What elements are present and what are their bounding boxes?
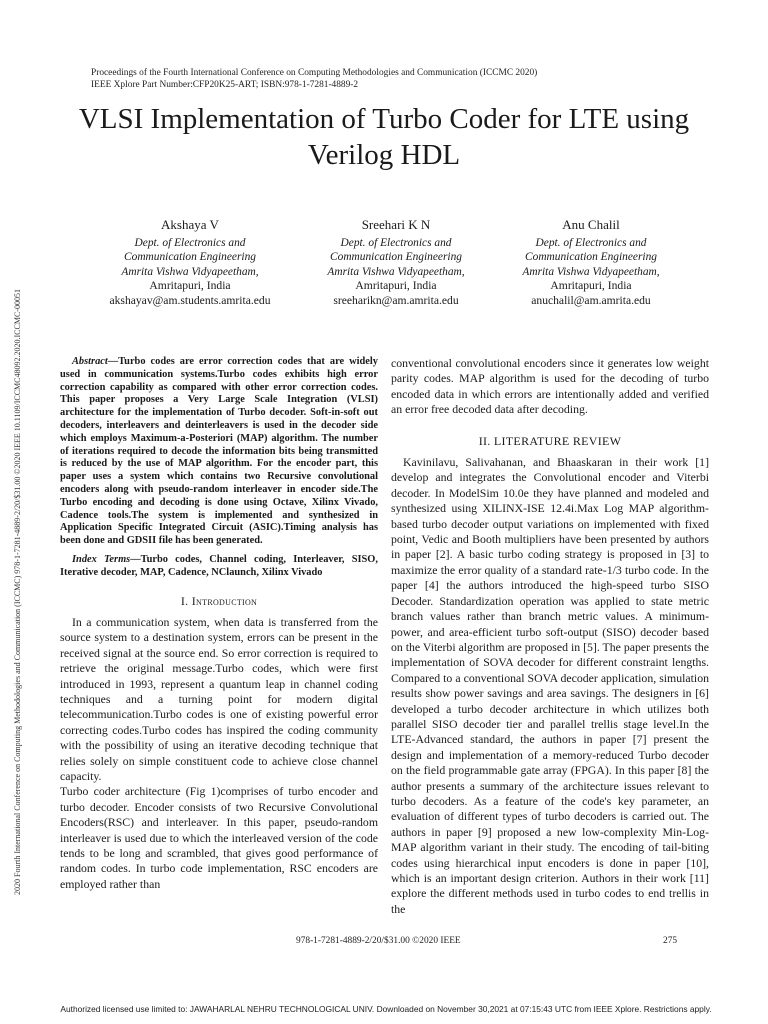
intro-paragraph-1: In a communication system, when data is transferred from the source system to a destination system, errors can be present in the received signal at the source end. So error correction is required to retrieve the original message.Turbo codes, which were first introduced in 1993, represent a quantum leap in channel coding techniques and a turning point for modern digital telecommunication.Turbo codes is one of existing powerful error correcting codes.Turbo codes has inspired the coding community with the possibility of using an iterative decoding technique that relies solely on simple constituent code to achieve close channel capacity.: [60, 614, 378, 784]
index-terms-text: —Turbo codes, Channel coding, Interleaver, SISO, Iterative decoder, MAP, Cadence, NClaunch, Xilinx Vivado: [60, 553, 378, 578]
section-heading-literature-review: II. LITERATURE REVIEW: [478, 433, 622, 448]
authorized-use-note: Authorized licensed use limited to: JAWAHARLAL NEHRU TECHNOLOGICAL UNIV. Downloaded on November 30,2021 at 07:15:43 UTC from IEEE Xplore. Restrictions apply.: [60, 1004, 712, 1014]
section-title: Introduction: [191, 593, 258, 608]
intro-continuation: conventional convolutional encoders since it generates low weight parity codes. MAP algorithm is used for the decoding of turbo encoded data in which errors are intentionally added and verified an error free decoded data after decoding.: [391, 356, 709, 417]
author-institution: Amrita Vishwa Vidyapeetham,: [121, 265, 259, 278]
author-city: Amritapuri, India: [149, 279, 231, 292]
author-email[interactable]: akshayav@am.students.amrita.edu: [109, 293, 271, 307]
author-institution: Amrita Vishwa Vidyapeetham,: [327, 265, 465, 278]
conference-header-line1: Proceedings of the Fourth International Conference on Computing Methodologies and Communication (ICCMC 2020): [91, 68, 538, 78]
intro-paragraph-2: Turbo coder architecture (Fig 1)comprises of turbo encoder and turbo decoder. Encoder consists of two Recursive Convolutional Encoders(RSC) and interleaver. In this paper, pseudo-random interleaver is used due to which the interleaved version of the code tends to be long and scrambled, that gives good performance of random codes. In turbo code implementation, RSC encoders are employed rather than: [60, 784, 378, 891]
author-city: Amritapuri, India: [550, 279, 632, 292]
author-email[interactable]: sreeharikn@am.amrita.edu: [333, 293, 459, 307]
footer-isbn: 978-1-7281-4889-2/20/$31.00 ©2020 IEEE: [296, 936, 461, 946]
author-3: [476, 218, 706, 308]
left-column: [60, 356, 378, 892]
author-dept: Dept. of Electronics and: [535, 236, 647, 249]
index-terms: [60, 554, 378, 580]
author-name: Anu Chalil: [562, 217, 620, 232]
author-dept2: Communication Engineering: [525, 251, 657, 263]
author-name: Sreehari K N: [361, 217, 431, 232]
author-email[interactable]: anuchalil@am.amrita.edu: [531, 293, 651, 307]
author-name: Akshaya V: [161, 217, 219, 232]
conference-header-line2: IEEE Xplore Part Number:CFP20K25-ART; ISBN:978-1-7281-4889-2: [91, 79, 359, 90]
paper-title: VLSI Implementation of Turbo Coder for LTE using Verilog HDL: [78, 103, 690, 171]
author-institution: Amrita Vishwa Vidyapeetham,: [522, 265, 660, 278]
author-dept: Dept. of Electronics and: [340, 236, 452, 249]
abstract-text: —Turbo codes are error correction codes that are widely used in communication systems.Turbo codes exhibits high error correction capability as compared with other error correction codes. This paper proposes a Very Large Scale Integration (VLSI) architecture for the implementation of Turbo decoder. Soft-in-soft out decoders, interleavers and deinterleavers is used in the decoder side which employs Maximum-a-Posteriori (MAP) algorithm. The number of iterations required to decode the information bits being transmitted is reduced by the use of MAP algorithm. For the encoder part, this paper uses a system which contains two Recursive convolutional encoders along with pseudo-random interleaver in encoder side.The Turbo encoding and decoding is done using Octave, Xilinx Vivado, Cadence tools.The system is implemented and synthesized in Application Specific Integrated Circuit (ASIC).Timing analysis has been done and GDSII file has been generated.: [60, 356, 378, 547]
author-dept: Dept. of Electronics and: [134, 236, 246, 249]
author-city: Amritapuri, India: [355, 279, 437, 292]
author-dept2: Communication Engineering: [330, 251, 462, 263]
page-number: 275: [663, 936, 678, 946]
index-terms-label: Index Terms: [72, 553, 131, 565]
abstract-label: Abstract: [72, 356, 108, 367]
author-dept2: Communication Engineering: [124, 251, 256, 263]
side-doi-stamp: 2020 Fourth International Conference on Computing Methodologies and Communication (ICCMC) 978-1-7281-4889-2/20/$31.00 ©2020 IEEE 10.1109/ICCMC48092.2020.ICCMC-00051: [13, 289, 22, 895]
section-heading-introduction: [60, 594, 378, 609]
literature-paragraph: Kavinilavu, Salivahanan, and Bhaaskaran in their work [1] develop and integrates the Convolutional encoder and Viterbi decoder. In ModelSim 10.0e they have planned and modeled and synthesized using XILINX-ISE 12.4i.Max Log MAP algorithm-based turbo decoder output variations on implemented with fixed point, Vedic and Booth multipliers have been presented by authors in paper [2]. A basic turbo coding strategy is proposed in [3] to maximize the error quality of a standard rate-1/3 turbo code. In the paper [4] the authors introduced the high-speed turbo SISO Decoder. Standardization operation was applied to state metric branch values rather than branch metric values. A minimum- power, and area-efficient turbo soft-output (SISO) decoder based on the Viterbi algorithm are proposed in [5]. The paper presents the implementation of SOVA decoder for different constraint lengths. Compared to a conventional SOVA decoder application, simulation results show power savings and area savings. The designers in [6] developed a turbo decoder architecture in which utilizes both parallel SISO decoder tier and parallel trellis stage level.In the LTE-Advanced standard, the authors in paper [7] present the design and implementation of a memory-reduced Turbo decoder on the field programmable gate array (FPGA). In this paper [8] the author presents a summary of the architecture issues relevant to turbo decoders. As a feature of the code's key parameter, an evaluation of different types of turbo decoders is carried out. The authors in paper [9] proposed a new low-complexity Min-Log-MAP algorithm variant in their study. The encoding of tail-biting codes using hierarchical input encoders is done in paper [10], which is an important design criterion. Authors in their work [11] explore the different methods used in turbo codes to end trellis in the: [391, 455, 709, 916]
abstract: [60, 356, 378, 548]
author-1: [75, 218, 305, 308]
section-number: I.: [180, 593, 192, 608]
conference-header: [91, 68, 711, 91]
right-column: [391, 356, 709, 917]
